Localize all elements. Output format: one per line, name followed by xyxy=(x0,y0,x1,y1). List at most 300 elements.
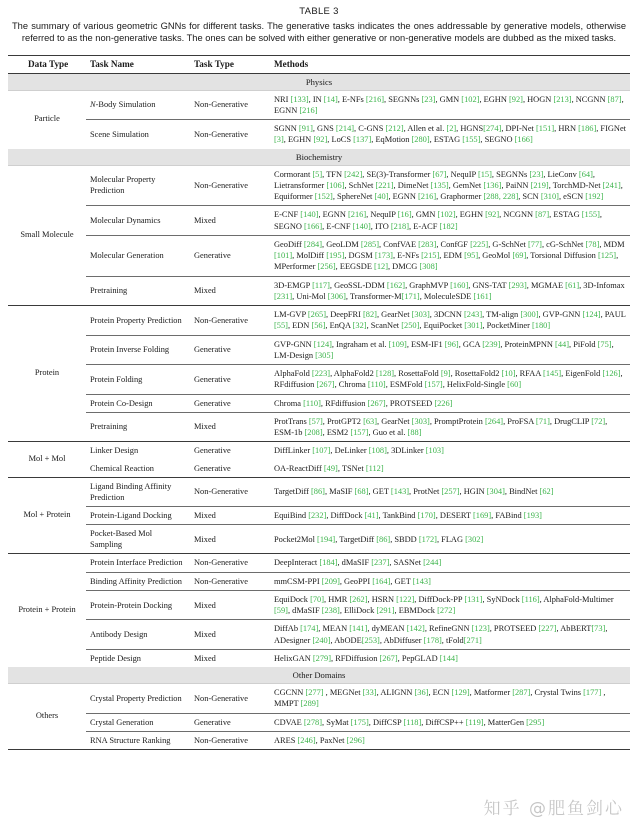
column-header-task-type: Task Type xyxy=(190,55,266,73)
citation-ref: [166] xyxy=(304,221,323,231)
cell-task-type: Non-Generative xyxy=(190,731,266,749)
cell-methods: E-CNF [140], EGNN [216], NequIP [16], GMN [102], EGHN [92], NCGNN [87], ESTAG [155], SEGNO [166], E-CNF [140], ITO [218], E-ACF [182] xyxy=(266,206,630,236)
column-header-methods: Methods xyxy=(266,55,630,73)
citation-ref: [239] xyxy=(482,339,501,349)
citation-ref: [169] xyxy=(472,510,492,520)
citation-ref: [145] xyxy=(543,369,562,379)
citation-ref: [212] xyxy=(385,124,404,134)
citation-ref: [303] xyxy=(411,416,430,426)
cell-data-type: Mol + Protein xyxy=(8,477,86,554)
citation-ref: [155] xyxy=(581,210,600,220)
citation-ref: [64] xyxy=(578,169,593,179)
citation-ref: [136] xyxy=(483,180,502,190)
citation-ref: [164] xyxy=(372,576,391,586)
cell-task-name: Scene Simulation xyxy=(86,120,190,149)
cell-task-name: Molecular Property Prediction xyxy=(86,165,190,206)
table-row xyxy=(8,442,630,460)
cell-task-type: Mixed xyxy=(190,206,266,236)
citation-ref: [264] xyxy=(484,416,504,426)
section-title: Biochemistry xyxy=(8,149,630,166)
citation-ref: [175] xyxy=(350,717,369,727)
cell-task-type: Non-Generative xyxy=(190,572,266,590)
citation-ref: [303] xyxy=(411,310,430,320)
citation-ref: [216] xyxy=(299,105,318,115)
citation-ref: [289] xyxy=(300,699,319,709)
table-row xyxy=(8,731,630,749)
citation-ref: [12] xyxy=(374,262,388,272)
citation-ref: [86] xyxy=(311,487,325,497)
citation-ref: [109] xyxy=(388,339,407,349)
citation-ref: [215] xyxy=(421,251,440,261)
table-row xyxy=(8,477,630,506)
cell-methods: DeepInteract [184], dMaSIF [237], SASNet [244] xyxy=(266,554,630,572)
citation-ref: [172] xyxy=(418,534,437,544)
section-band-row xyxy=(8,73,630,90)
citation-ref: [186] xyxy=(578,124,597,134)
cell-methods: GVP-GNN [124], Ingraham et al. [109], ESM-IF1 [96], GCA [239], ProteinMPNN [44], PiFold [75], LM-Design [305] xyxy=(266,335,630,365)
citation-ref: [160] xyxy=(450,280,469,290)
citation-ref: [131] xyxy=(464,594,483,604)
citation-ref: [141] xyxy=(349,624,368,634)
table-row xyxy=(8,649,630,667)
citation-ref: [310] xyxy=(540,192,559,202)
cell-task-type: Non-Generative xyxy=(190,554,266,572)
cell-task-name: N-Body Simulation xyxy=(86,90,190,120)
citation-ref: [88] xyxy=(407,428,422,438)
citation-ref: [253] xyxy=(361,635,380,645)
citation-ref: [243] xyxy=(463,310,483,320)
citation-ref: [60] xyxy=(507,380,522,390)
citation-ref: [126] xyxy=(602,369,621,379)
table-row xyxy=(8,554,630,572)
citation-ref: [272] xyxy=(437,606,456,616)
cell-methods: OA-ReactDiff [49], TSNet [112] xyxy=(274,463,384,473)
citation-ref: [257] xyxy=(441,487,460,497)
citation-ref: [40] xyxy=(374,192,389,202)
citation-ref: [78] xyxy=(585,239,600,249)
citation-ref: [267] xyxy=(367,398,386,408)
citation-ref: [137] xyxy=(353,135,372,145)
cell-task-name: Protein Interface Prediction xyxy=(86,554,190,572)
citation-ref: [161] xyxy=(473,291,492,301)
cell-task-name: Molecular Dynamics xyxy=(86,206,190,236)
citation-ref: [308] xyxy=(419,262,438,272)
citation-ref: [140] xyxy=(300,210,319,220)
citation-ref: [287] xyxy=(512,688,531,698)
citation-ref: [242] xyxy=(344,169,363,179)
citation-ref: [68] xyxy=(354,487,369,497)
cell-data-type: Protein + Protein xyxy=(8,554,86,667)
cell-task-name: Pretraining xyxy=(86,276,190,306)
cell-methods: Chroma [110], RFdiffusion [267], PROTSEED [226] xyxy=(266,394,630,412)
cell-task-name: Protein-Ligand Docking xyxy=(86,506,190,524)
citation-ref: [95] xyxy=(464,251,479,261)
cell-methods: CDVAE [278], SyMat [175], DiffCSP [118], DiffCSP++ [119], MatterGen [295] xyxy=(266,713,630,731)
citation-ref: [124] xyxy=(313,339,332,349)
citation-ref: [112] xyxy=(365,463,384,473)
header-row xyxy=(8,55,630,73)
cell-methods: LM-GVP [265], DeepFRI [82], GearNet [303], 3DCNN [243], TM-align [300], GVP-GNN [124], PAUL [55], EDN [56], EnQA [32], ScanNet [250], EquiPocket [301], PocketMiner [180] xyxy=(266,306,630,336)
cell-task-name: Protein Folding xyxy=(86,365,190,395)
cell-task-name: Protein-Protein Docking xyxy=(86,590,190,620)
table-row xyxy=(8,120,630,149)
citation-ref: [265] xyxy=(307,310,327,320)
citation-ref: [82] xyxy=(363,310,377,320)
citation-ref: [142] xyxy=(406,624,425,634)
cell-task-name: RNA Structure Ranking xyxy=(86,731,190,749)
citation-ref: [300] xyxy=(520,310,539,320)
citation-ref: [128] xyxy=(375,369,395,379)
cell-task-type: Non-Generative xyxy=(190,306,266,336)
citation-ref: [244] xyxy=(423,558,442,568)
cell-methods: mmCSM-PPI [209], GeoPPI [164], GET [143] xyxy=(266,572,630,590)
cell-methods: ARES [246], PaxNet [296] xyxy=(266,731,630,749)
citation-ref: [16] xyxy=(397,210,412,220)
citation-ref: [214] xyxy=(335,124,355,134)
citation-ref: [86] xyxy=(376,534,391,544)
cell-task-name: Ligand Binding Affinity Prediction xyxy=(86,477,190,506)
citation-ref: [103] xyxy=(425,446,444,456)
citation-ref: [118] xyxy=(403,717,422,727)
citation-ref: [116] xyxy=(521,594,540,604)
cell-task-type: Generative xyxy=(190,335,266,365)
citation-ref: [101] xyxy=(274,251,293,261)
citation-ref: [5] xyxy=(312,169,323,179)
citation-ref: [277] xyxy=(305,688,324,698)
cell-methods: GeoDiff [284], GeoLDM [285], ConfVAE [283], ConfGF [225], G-SchNet [77], cG-SchNet [78], MDM [101], MolDiff [195], DGSM [173], E-NFs [215], EDM [95], GeoMol [69], Torsional Diffusion [125], MPerformer [256], EEGSDE [12], DMCG [308] xyxy=(266,235,630,276)
citation-ref: [92] xyxy=(508,94,523,104)
table-row xyxy=(8,713,630,731)
citation-ref: [221] xyxy=(375,180,394,190)
citation-ref: [295] xyxy=(526,717,545,727)
citation-ref: [61] xyxy=(565,280,580,290)
citation-ref: [238] xyxy=(321,606,340,616)
citation-ref: [119] xyxy=(465,717,484,727)
cell-methods: EquiBind [232], DiffDock [41], TankBind [170], DESERT [169], FABind [193] xyxy=(266,506,630,524)
table-row xyxy=(8,460,630,478)
citation-ref: [10] xyxy=(501,369,516,379)
table-row xyxy=(8,525,630,554)
citation-ref: [170] xyxy=(417,510,436,520)
citation-ref: [133] xyxy=(290,94,309,104)
cell-task-name: Crystal Generation xyxy=(86,713,190,731)
citation-ref: [209] xyxy=(321,576,340,586)
bottom-rule-cell xyxy=(8,750,630,751)
citation-ref: [177] xyxy=(583,688,602,698)
citation-ref: [305] xyxy=(315,350,334,360)
cell-methods: TargetDiff [86], MaSIF [68], GET [143], ProtNet [257], HGIN [304], BindNet [62] xyxy=(266,477,630,506)
cell-task-type: Mixed xyxy=(190,620,266,650)
cell-methods: 3D-EMGP [117], GeoSSL-DDM [162], GraphMVP [160], GNS-TAT [293], MGMAE [61], 3D-Infomax [231], Uni-Mol [306], Transformer-M[171], MoleculeSDE [161] xyxy=(266,276,630,306)
cell-methods: CGCNN [277] , MEGNet [33], ALIGNN [36], ECN [129], Matformer [287], Crystal Twins [177] , MMPT [289] xyxy=(266,684,630,714)
cell-task-name: Protein Property Prediction xyxy=(86,306,190,336)
cell-data-type: Others xyxy=(8,684,86,750)
citation-ref: [250] xyxy=(401,321,420,331)
citation-ref: [256] xyxy=(317,262,336,272)
citation-ref: [302] xyxy=(465,534,484,544)
citation-ref: [231] xyxy=(274,291,293,301)
citation-ref: [174] xyxy=(300,624,319,634)
citation-ref: [184] xyxy=(319,558,338,568)
cell-task-type: Mixed xyxy=(190,276,266,306)
cell-task-name: Antibody Design xyxy=(86,620,190,650)
citation-ref: [41] xyxy=(364,510,379,520)
citation-ref: [144] xyxy=(439,653,458,663)
cell-data-type: Small Molecule xyxy=(8,165,86,306)
citation-ref: [246] xyxy=(297,735,316,745)
citation-ref: [110] xyxy=(367,380,386,390)
citation-ref: [227] xyxy=(538,624,557,634)
citation-ref: [218] xyxy=(390,221,410,231)
cell-task-name: Protein Co-Design xyxy=(86,394,190,412)
citation-ref: [225] xyxy=(470,239,489,249)
citation-ref: [279] xyxy=(312,653,331,663)
cell-methods: EquiDock [70], HMR [262], HSRN [122], DiffDock-PP [131], SyNDock [116], AlphaFold-Multimer [59], dMaSIF [238], ElliDock [291], EBMDock [272] xyxy=(266,590,630,620)
citation-ref: [102] xyxy=(437,210,456,220)
citation-ref: [262] xyxy=(349,594,368,604)
table-row xyxy=(8,276,630,306)
citation-ref: [237] xyxy=(371,558,390,568)
cell-task-type: Mixed xyxy=(190,649,266,667)
citation-ref: [219] xyxy=(530,180,549,190)
column-header-data-type: Data Type xyxy=(8,55,86,73)
citation-ref: [92] xyxy=(485,210,500,220)
cell-task-name: Molecular Generation xyxy=(86,235,190,276)
citation-ref: [241] xyxy=(602,180,621,190)
citation-ref: [232] xyxy=(308,510,327,520)
citation-ref: [194] xyxy=(317,534,336,544)
section-band-row xyxy=(8,149,630,166)
table-row xyxy=(8,412,630,442)
cell-data-type: Mol + Mol xyxy=(8,442,86,478)
cell-methods: Cormorant [5], TFN [242], SE(3)-Transformer [67], NequIP [15], SEGNNs [23], LieConv [64], Lietransformer [106], SchNet [221], DimeNet [135], GemNet [136], PaiNN [219], TorchMD-Net [241], Equiformer [152], SphereNet [40], EGNN [216], Graphormer [288, 228], SCN [310], eSCN [192] xyxy=(266,165,630,206)
citation-ref: [216] xyxy=(417,192,437,202)
citation-ref: [56] xyxy=(311,321,326,331)
section-title: Physics xyxy=(8,73,630,90)
citation-ref: [96] xyxy=(444,339,459,349)
citation-ref: [306] xyxy=(327,291,346,301)
citation-ref: [157] xyxy=(424,380,443,390)
cell-task-name: Chemical Reaction xyxy=(90,463,154,473)
citation-ref: [87] xyxy=(607,94,622,104)
citation-ref: [182] xyxy=(439,221,458,231)
table-row xyxy=(8,235,630,276)
cell-task-name: Protein Inverse Folding xyxy=(86,335,190,365)
table-row xyxy=(8,365,630,395)
cell-task-type: Generative xyxy=(190,713,266,731)
cell-task-type: Non-Generative xyxy=(190,165,266,206)
citation-ref: [284] xyxy=(303,239,322,249)
citation-ref: [33] xyxy=(362,688,377,698)
table-header xyxy=(8,55,630,73)
citation-ref: [285] xyxy=(360,239,379,249)
citation-ref: [77] xyxy=(527,239,542,249)
citation-ref: [3] xyxy=(274,135,284,145)
citation-ref: [23] xyxy=(529,169,544,179)
citation-ref: [291] xyxy=(376,606,395,616)
citation-ref: [32] xyxy=(352,321,367,331)
cell-data-type: Protein xyxy=(8,306,86,442)
citation-ref: [135] xyxy=(430,180,449,190)
cell-task-name: Pocket-Based Mol Sampling xyxy=(86,525,190,554)
citation-ref: [9] xyxy=(440,369,451,379)
table-row xyxy=(8,165,630,206)
citation-ref: [280] xyxy=(411,135,430,145)
table-caption: The summary of various geometric GNNs for different tasks. The generative tasks indicates the ones addressable by generative models, otherwise referred to as the non-generative tasks. The ones can be solved with either generative or non-generative models are dubbed as the mixed tasks. xyxy=(12,21,626,44)
citation-ref: [62] xyxy=(539,487,554,497)
cell-task-type: Mixed xyxy=(190,525,266,554)
citation-ref: [71] xyxy=(535,416,550,426)
section-title: Other Domains xyxy=(8,667,630,684)
cell-methods: AlphaFold [223], AlphaFold2 [128], RosettaFold [9], RosettaFold2 [10], RFAA [145], EigenFold [126], RFdiffusion [267], Chroma [110], ESMFold [157], HelixFold-Single [60] xyxy=(266,365,630,395)
cell-task-name: Linker Design xyxy=(86,442,190,460)
citation-ref: [123] xyxy=(471,624,490,634)
citation-ref: [173] xyxy=(374,251,393,261)
citation-ref: [102] xyxy=(461,94,480,104)
citation-ref: [15] xyxy=(477,169,492,179)
citation-ref: [91] xyxy=(298,124,313,134)
citation-ref: [166] xyxy=(514,135,533,145)
cell-task-type: Non-Generative xyxy=(190,120,266,149)
citation-ref: [155] xyxy=(462,135,481,145)
citation-ref: [143] xyxy=(390,487,410,497)
citation-ref: [296] xyxy=(346,735,365,745)
cell-data-type: Particle xyxy=(8,90,86,149)
citation-ref: [108] xyxy=(368,446,387,456)
citation-ref: [240] xyxy=(312,635,331,645)
citation-ref: [271] xyxy=(463,635,482,645)
table-row xyxy=(8,90,630,120)
cell-task-type: Non-Generative xyxy=(190,684,266,714)
cell-task-type: Non-Generative xyxy=(190,477,266,506)
citation-ref: [122] xyxy=(396,594,415,604)
table-row xyxy=(8,590,630,620)
citation-ref: [73] xyxy=(591,624,606,634)
table-row xyxy=(8,620,630,650)
citation-ref: [193] xyxy=(523,510,542,520)
citation-ref: [171] xyxy=(401,291,420,301)
citation-ref: [57] xyxy=(308,416,323,426)
citation-ref: [301] xyxy=(464,321,483,331)
citation-ref: [55] xyxy=(274,321,288,331)
citation-ref: [87] xyxy=(535,210,550,220)
citation-ref: [178] xyxy=(423,635,442,645)
citation-ref: [216] xyxy=(365,94,385,104)
cell-task-name: Pretraining xyxy=(86,412,190,442)
citation-ref: [143] xyxy=(412,576,431,586)
table-row xyxy=(8,394,630,412)
citation-ref: [180] xyxy=(531,321,551,331)
summary-table xyxy=(8,55,630,751)
citation-ref: [129] xyxy=(451,688,470,698)
citation-ref: [23] xyxy=(421,94,436,104)
citation-ref: [288, 228] xyxy=(483,192,519,202)
citation-ref: [92] xyxy=(313,135,328,145)
citation-ref: [152] xyxy=(314,192,333,202)
citation-ref: [106] xyxy=(326,180,345,190)
citation-ref: [195] xyxy=(326,251,345,261)
citation-ref: [267] xyxy=(379,653,398,663)
citation-ref: [213] xyxy=(553,94,572,104)
cell-methods: SGNN [91], GNS [214], C-GNS [212], Allen et al. [2], HGNS[274], DPI-Net [151], HRN [186], FIGNet [3], EGHN [92], LoCS [137], EqMotion [280], ESTAG [155], SEGNO [166] xyxy=(266,120,630,149)
citation-ref: [226] xyxy=(434,398,453,408)
citation-ref: [267] xyxy=(316,380,335,390)
cell-task-name: Binding Affinity Prediction xyxy=(86,572,190,590)
citation-ref: [208] xyxy=(304,428,323,438)
citation-ref: [304] xyxy=(486,487,505,497)
cell-task-type: Generative xyxy=(190,365,266,395)
cell-methods: NRI [133], IN [14], E-NFs [216], SEGNNs [23], GMN [102], EGHN [92], HOGN [213], NCGNN [87], EGNN [216] xyxy=(266,90,630,120)
cell-task-type: Generative xyxy=(194,463,231,473)
citation-ref: [125] xyxy=(597,251,617,261)
cell-task-name: Crystal Property Prediction xyxy=(86,684,190,714)
cell-task-name: Peptide Design xyxy=(86,649,190,667)
citation-ref: [69] xyxy=(512,251,527,261)
cell-task-type: Non-Generative xyxy=(190,90,266,120)
citation-ref: [223] xyxy=(311,369,331,379)
cell-task-type: Generative xyxy=(190,442,266,460)
citation-ref: [192] xyxy=(585,192,604,202)
table-row xyxy=(8,506,630,524)
table-row xyxy=(8,335,630,365)
citation-ref: [216] xyxy=(347,210,367,220)
table-row xyxy=(8,206,630,236)
zhihu-watermark: 知乎 @肥鱼剑心 xyxy=(483,799,624,819)
citation-ref: [117] xyxy=(312,280,330,290)
citation-ref: [107] xyxy=(312,446,331,456)
citation-ref: [157] xyxy=(350,428,369,438)
citation-ref: [49] xyxy=(323,463,338,473)
citation-ref: [124] xyxy=(582,310,601,320)
citation-ref: [110] xyxy=(303,398,321,408)
citation-ref: [278] xyxy=(303,717,322,727)
citation-ref: [67] xyxy=(432,169,447,179)
cell-methods: DiffLinker [107], DeLinker [108], 3DLinker [103] xyxy=(266,442,630,460)
citation-ref: [293] xyxy=(508,280,527,290)
table-body xyxy=(8,73,630,750)
section-band-row xyxy=(8,667,630,684)
citation-ref: [44] xyxy=(555,339,569,349)
citation-ref: [14] xyxy=(323,94,338,104)
cell-methods: DiffAb [174], MEAN [141], dyMEAN [142], RefineGNN [123], PROTSEED [227], AbBERT[73], ADesigner [240], AbODE[253], AbDiffuser [178], tFold[271] xyxy=(266,620,630,650)
table-row xyxy=(8,572,630,590)
table-bottom-rule xyxy=(8,750,630,751)
cell-methods: Pocket2Mol [194], TargetDiff [86], SBDD [172], FLAG [302] xyxy=(266,525,630,554)
cell-task-type: Generative xyxy=(190,235,266,276)
cell-methods: HelixGAN [279], RFDiffusion [267], PepGLAD [144] xyxy=(266,649,630,667)
column-header-task-name: Task Name xyxy=(86,55,190,73)
cell-task-type: Mixed xyxy=(190,412,266,442)
citation-ref: [75] xyxy=(597,339,612,349)
citation-ref: [162] xyxy=(386,280,406,290)
citation-ref: [70] xyxy=(310,594,325,604)
table-row xyxy=(8,684,630,714)
cell-task-type: Mixed xyxy=(190,590,266,620)
citation-ref: [59] xyxy=(274,606,288,616)
citation-ref: [140] xyxy=(352,221,371,231)
table-row xyxy=(8,306,630,336)
citation-ref: [72] xyxy=(591,416,606,426)
cell-methods: ProtTrans [57], ProtGPT2 [63], GearNet [303], PromptProtein [264], ProFSA [71], DrugCLIP [72], ESM-1b [208], ESM2 [157], Guo et al. [88] xyxy=(266,412,630,442)
citation-ref: [283] xyxy=(418,239,437,249)
citation-ref: [151] xyxy=(535,124,555,134)
table-number-label: TABLE 3 xyxy=(299,6,339,17)
cell-task-type: Mixed xyxy=(190,506,266,524)
cell-task-type: Generative xyxy=(190,394,266,412)
citation-ref: [63] xyxy=(363,416,378,426)
citation-ref: [274] xyxy=(483,124,502,134)
citation-ref: [36] xyxy=(414,688,429,698)
